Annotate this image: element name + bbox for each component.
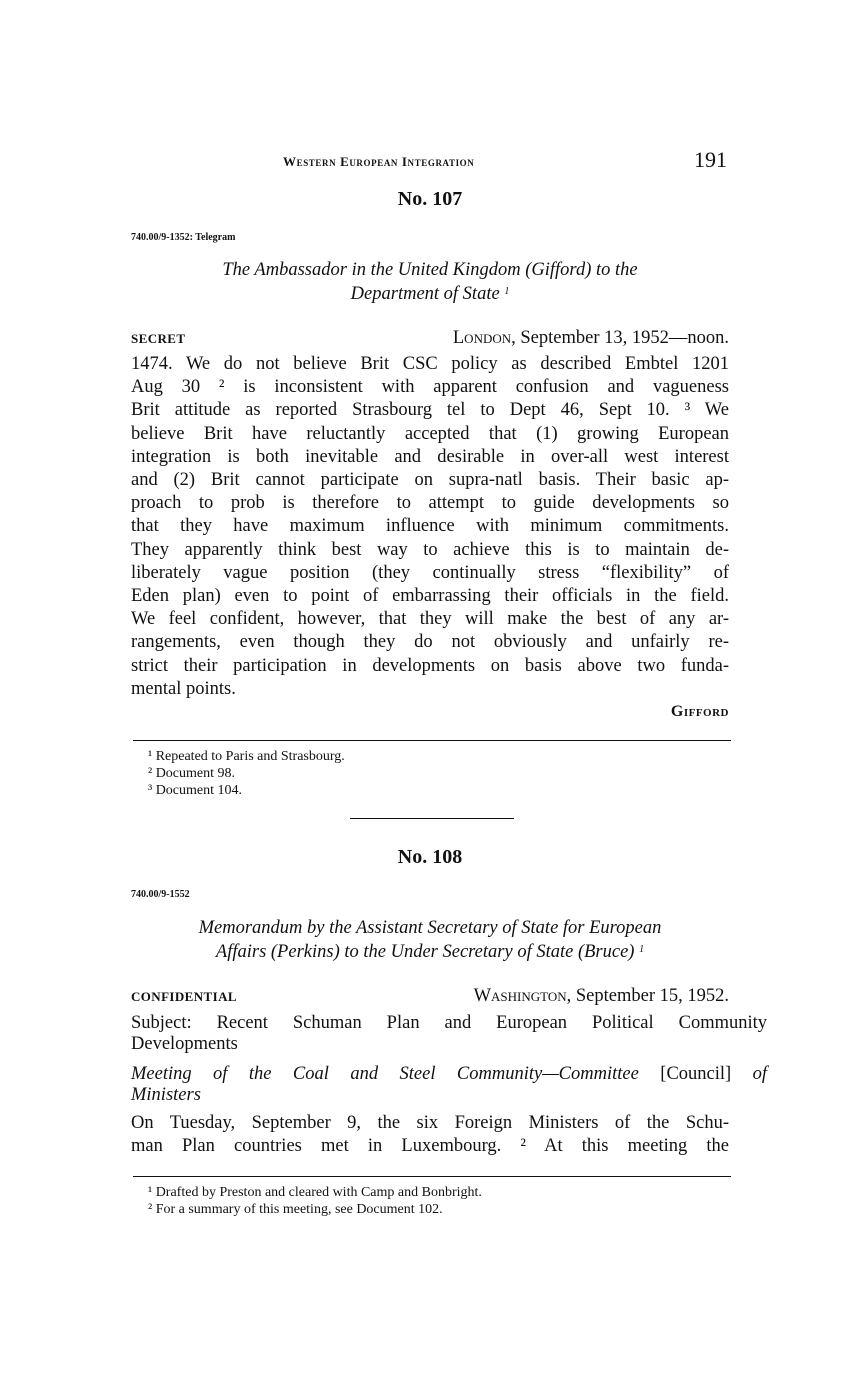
body-line: and (2) Brit cannot participate on supra-natl basis. Their basic ap- [131, 470, 729, 491]
body-line: Brit attitude as reported Strasbourg tel to Dept 46, Sept 10. ³ We [131, 400, 729, 421]
section-divider [131, 818, 729, 819]
doc-107-date: , September 13, 1952—noon. [511, 328, 729, 348]
doc-108-footnotes [131, 1184, 729, 1218]
doc-107-file-ref: 740.00/9-1352: Telegram [131, 232, 236, 243]
body-line: proach to prob is therefore to attempt to guide developments so [131, 493, 729, 514]
body-line: integration is both inevitable and desirable in over-all west interest [131, 446, 729, 467]
doc-107-heading [131, 258, 729, 306]
doc-107-heading-line1: The Ambassador in the United Kingdom (Gifford) to the [222, 260, 638, 280]
doc-108-heading [131, 916, 729, 964]
doc-107-number: No. 107 [397, 188, 463, 210]
footnote: ¹ Drafted by Preston and cleared with Camp and Bonbright. [148, 1185, 482, 1200]
footnote: ² Document 98. [148, 766, 236, 781]
body-line: that they have maximum influence with minimum commitments. [131, 516, 729, 537]
doc-108-heading-line2: Affairs (Perkins) to the Under Secretary of State (Bruce) [215, 942, 635, 962]
doc-108-subject [131, 1013, 767, 1055]
doc-108-place: Washington [473, 986, 567, 1006]
doc-108-classification: CONFIDENTIAL [131, 989, 237, 1004]
body-line: rangements, even though they do not obviously and unfairly re- [131, 632, 729, 653]
running-title: Western European Integration [283, 154, 475, 169]
doc-107-body [131, 353, 729, 701]
body-line: On Tuesday, September 9, the six Foreign Ministers of the Schu- [131, 1113, 729, 1133]
body-line: 1474. We do not believe Brit CSC policy as described Embtel 1201 [131, 354, 729, 374]
footnote: ¹ Repeated to Paris and Strasbourg. [148, 749, 345, 764]
body-line: believe Brit have reluctantly accepted that (1) growing European [131, 423, 729, 444]
footnote: ² For a summary of this meeting, see Document 102. [148, 1202, 443, 1217]
doc-107-signature: Gifford [670, 703, 729, 720]
doc-108-file-ref: 740.00/9-1552 [131, 889, 190, 900]
footnote-rule [133, 740, 731, 741]
body-line: Eden plan) even to point of embarrassing their officials in the field. [131, 586, 729, 607]
body-line: They apparently think best way to achieve this is to maintain de- [131, 539, 729, 560]
doc-108-heading-note: 1 [639, 944, 645, 955]
footnote: ³ Document 104. [148, 783, 243, 798]
subject-line1: Subject: Recent Schuman Plan and European Political Community [131, 1013, 767, 1033]
subheading-of: of [752, 1064, 768, 1084]
doc-108-body [131, 1112, 729, 1158]
body-line: liberately vague position (they continually stress “flexibility” of [131, 562, 729, 583]
doc-107-place: London [452, 328, 512, 348]
doc-108-subheading [131, 1064, 767, 1106]
body-line: mental points. [131, 678, 236, 699]
subheading-line2: Ministers [131, 1085, 201, 1105]
doc-107-dateline [131, 328, 729, 349]
body-line: strict their participation in developments on basis above two funda- [131, 655, 729, 676]
page-number: 191 [694, 147, 727, 172]
section-rule [350, 818, 514, 819]
running-header [131, 147, 729, 176]
doc-108-date: , September 15, 1952. [566, 986, 729, 1006]
subheading-text: Meeting of the Coal and Steel Community—Committee [131, 1064, 639, 1084]
doc-108-number: No. 108 [397, 846, 463, 868]
doc-108-dateline [131, 986, 729, 1007]
subject-line2: Developments [131, 1034, 238, 1054]
body-line: We feel confident, however, that they will make the best of any ar- [131, 609, 729, 630]
doc-107-classification: SECRET [131, 331, 186, 346]
doc-107-heading-note: 1 [504, 286, 510, 297]
doc-107-heading-line2: Department of State [350, 284, 500, 304]
body-line: Aug 30 ² is inconsistent with apparent confusion and vagueness [131, 377, 729, 398]
subheading-bracket: [Council] [660, 1064, 732, 1084]
body-line: man Plan countries met in Luxembourg. ² At this meeting the [131, 1136, 729, 1157]
doc-107-footnotes [131, 748, 729, 799]
doc-108-heading-line1: Memorandum by the Assistant Secretary of State for European [198, 918, 662, 938]
footnote-rule [133, 1176, 731, 1177]
